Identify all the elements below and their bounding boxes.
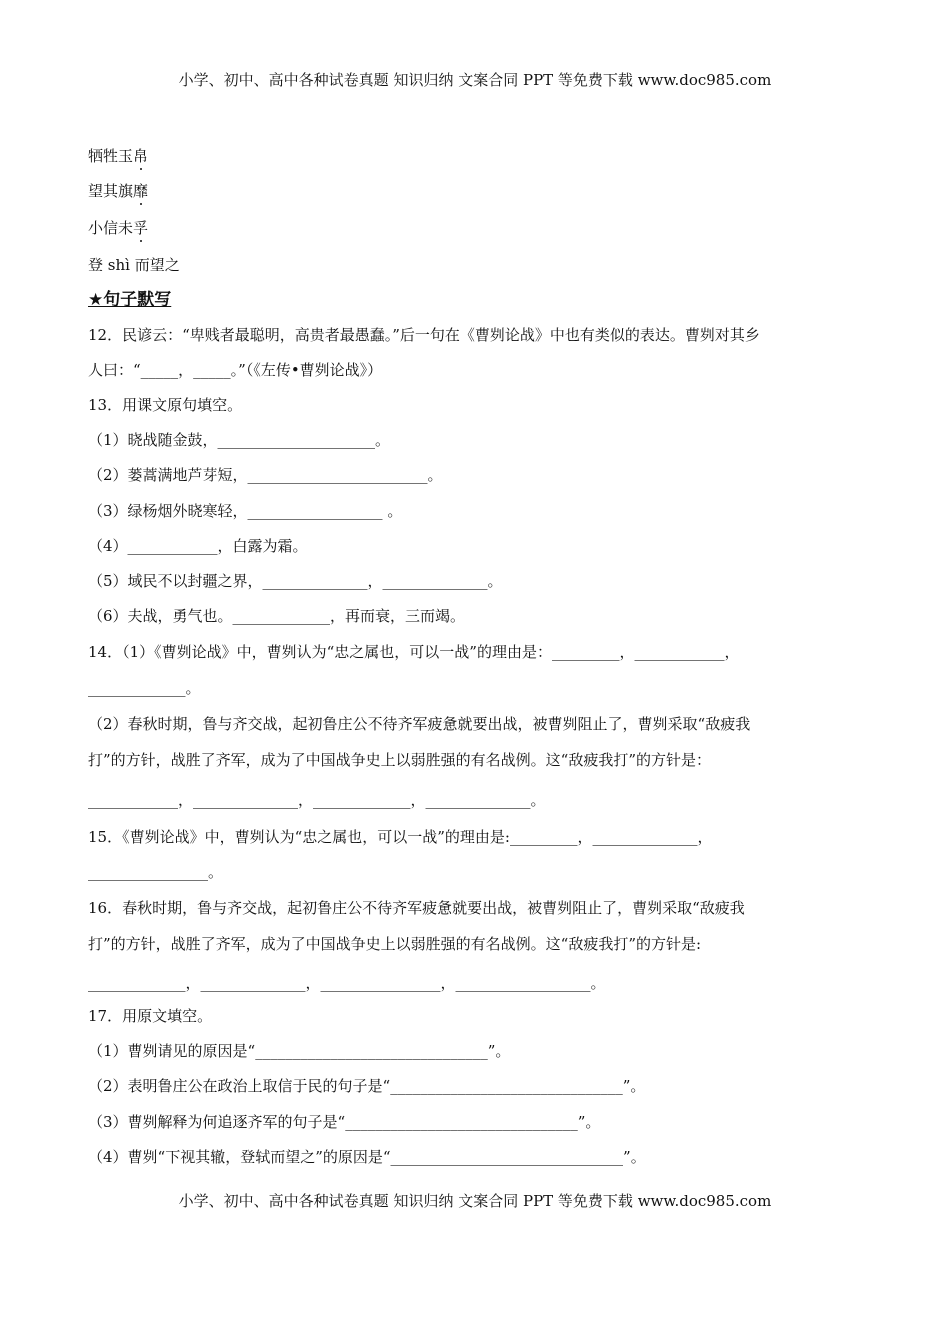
question-line: （3）绿杨烟外晓寒轻，__________________ 。 bbox=[88, 502, 403, 520]
question-line: （1）曹刿请见的原因是“_______________________________”。 bbox=[88, 1042, 511, 1060]
question-line: （2）蒌蒿满地芦芽短，________________________。 bbox=[88, 466, 443, 484]
question-line: 17．用原文填空。 bbox=[88, 1007, 213, 1025]
question-line: （4）曹刿“下视其辙，登轼而望之”的原因是“_______________________________”。 bbox=[88, 1148, 646, 1166]
vocab-item bbox=[88, 218, 148, 238]
vocab-text: 望其旗 bbox=[88, 182, 134, 200]
question-line: 12．民谚云：“卑贱者最聪明，高贵者最愚蠢。”后一句在《曹刿论战》中也有类似的表达。曹刿对其乡 bbox=[88, 326, 760, 344]
vocab-item bbox=[88, 181, 148, 201]
vocab-item bbox=[88, 146, 148, 166]
question-line: 人曰：“_____，_____。”（《左传•曹刿论战》） bbox=[88, 361, 383, 379]
question-line: （6）夫战，勇气也。_____________，再而衰，三而竭。 bbox=[88, 607, 466, 625]
question-line: （4）____________，白露为霜。 bbox=[88, 537, 308, 555]
question-line: 15．《曹刿论战》中，曹刿认为“忠之属也，可以一战”的理由是:_________，______________， bbox=[88, 828, 713, 846]
question-line: 14．（1）《曹刿论战》中，曹刿认为“忠之属也，可以一战”的理由是：_________，____________， bbox=[88, 643, 740, 661]
question-line: _____________。 bbox=[88, 679, 201, 697]
vocab-text: 小信未 bbox=[88, 219, 134, 237]
emphasis-char: 靡 bbox=[133, 182, 149, 200]
question-line: （5）域民不以封疆之界，______________，______________。 bbox=[88, 572, 503, 590]
vocab-text: 登 shì 而望之 bbox=[88, 256, 180, 274]
question-line: （2）春秋时期，鲁与齐交战，起初鲁庄公不待齐军疲惫就要出战，被曹刿阻止了，曹刿采取“敌疲我 bbox=[88, 715, 751, 733]
question-line: ________________。 bbox=[88, 863, 224, 881]
question-line: 打”的方针，战胜了齐军，成为了中国战争史上以弱胜强的有名战例。这“敌疲我打”的方针是： bbox=[88, 751, 712, 769]
question-line: 打”的方针，战胜了齐军，成为了中国战争史上以弱胜强的有名战例。这“敌疲我打”的方针是: bbox=[88, 935, 702, 953]
question-line: 16．春秋时期，鲁与齐交战，起初鲁庄公不待齐军疲惫就要出战，被曹刿阻止了，曹刿采取“敌疲我 bbox=[88, 899, 745, 917]
emphasis-char: 孚 bbox=[133, 219, 149, 237]
page-header: 小学、初中、高中各种试卷真题 知识归纳 文案合同 PPT 等免费下载 www.doc985.com bbox=[178, 71, 772, 89]
question-line: （1）晓战随金鼓，_____________________。 bbox=[88, 431, 391, 449]
vocab-text: 牺牲玉 bbox=[88, 147, 134, 165]
question-line: （3）曹刿解释为何追逐齐军的句子是“_______________________________”。 bbox=[88, 1113, 601, 1131]
emphasis-char: 帛 bbox=[133, 147, 149, 165]
vocab-item bbox=[88, 255, 180, 275]
question-line: ____________，______________，_____________，______________。 bbox=[88, 791, 546, 809]
page-footer: 小学、初中、高中各种试卷真题 知识归纳 文案合同 PPT 等免费下载 www.doc985.com bbox=[178, 1192, 772, 1210]
question-line: （2）表明鲁庄公在政治上取信于民的句子是“_______________________________”。 bbox=[88, 1077, 646, 1095]
question-line: 13．用课文原句填空。 bbox=[88, 396, 243, 414]
question-line: _____________，______________，________________，__________________。 bbox=[88, 974, 606, 992]
section-title: ★句子默写 bbox=[88, 290, 172, 310]
